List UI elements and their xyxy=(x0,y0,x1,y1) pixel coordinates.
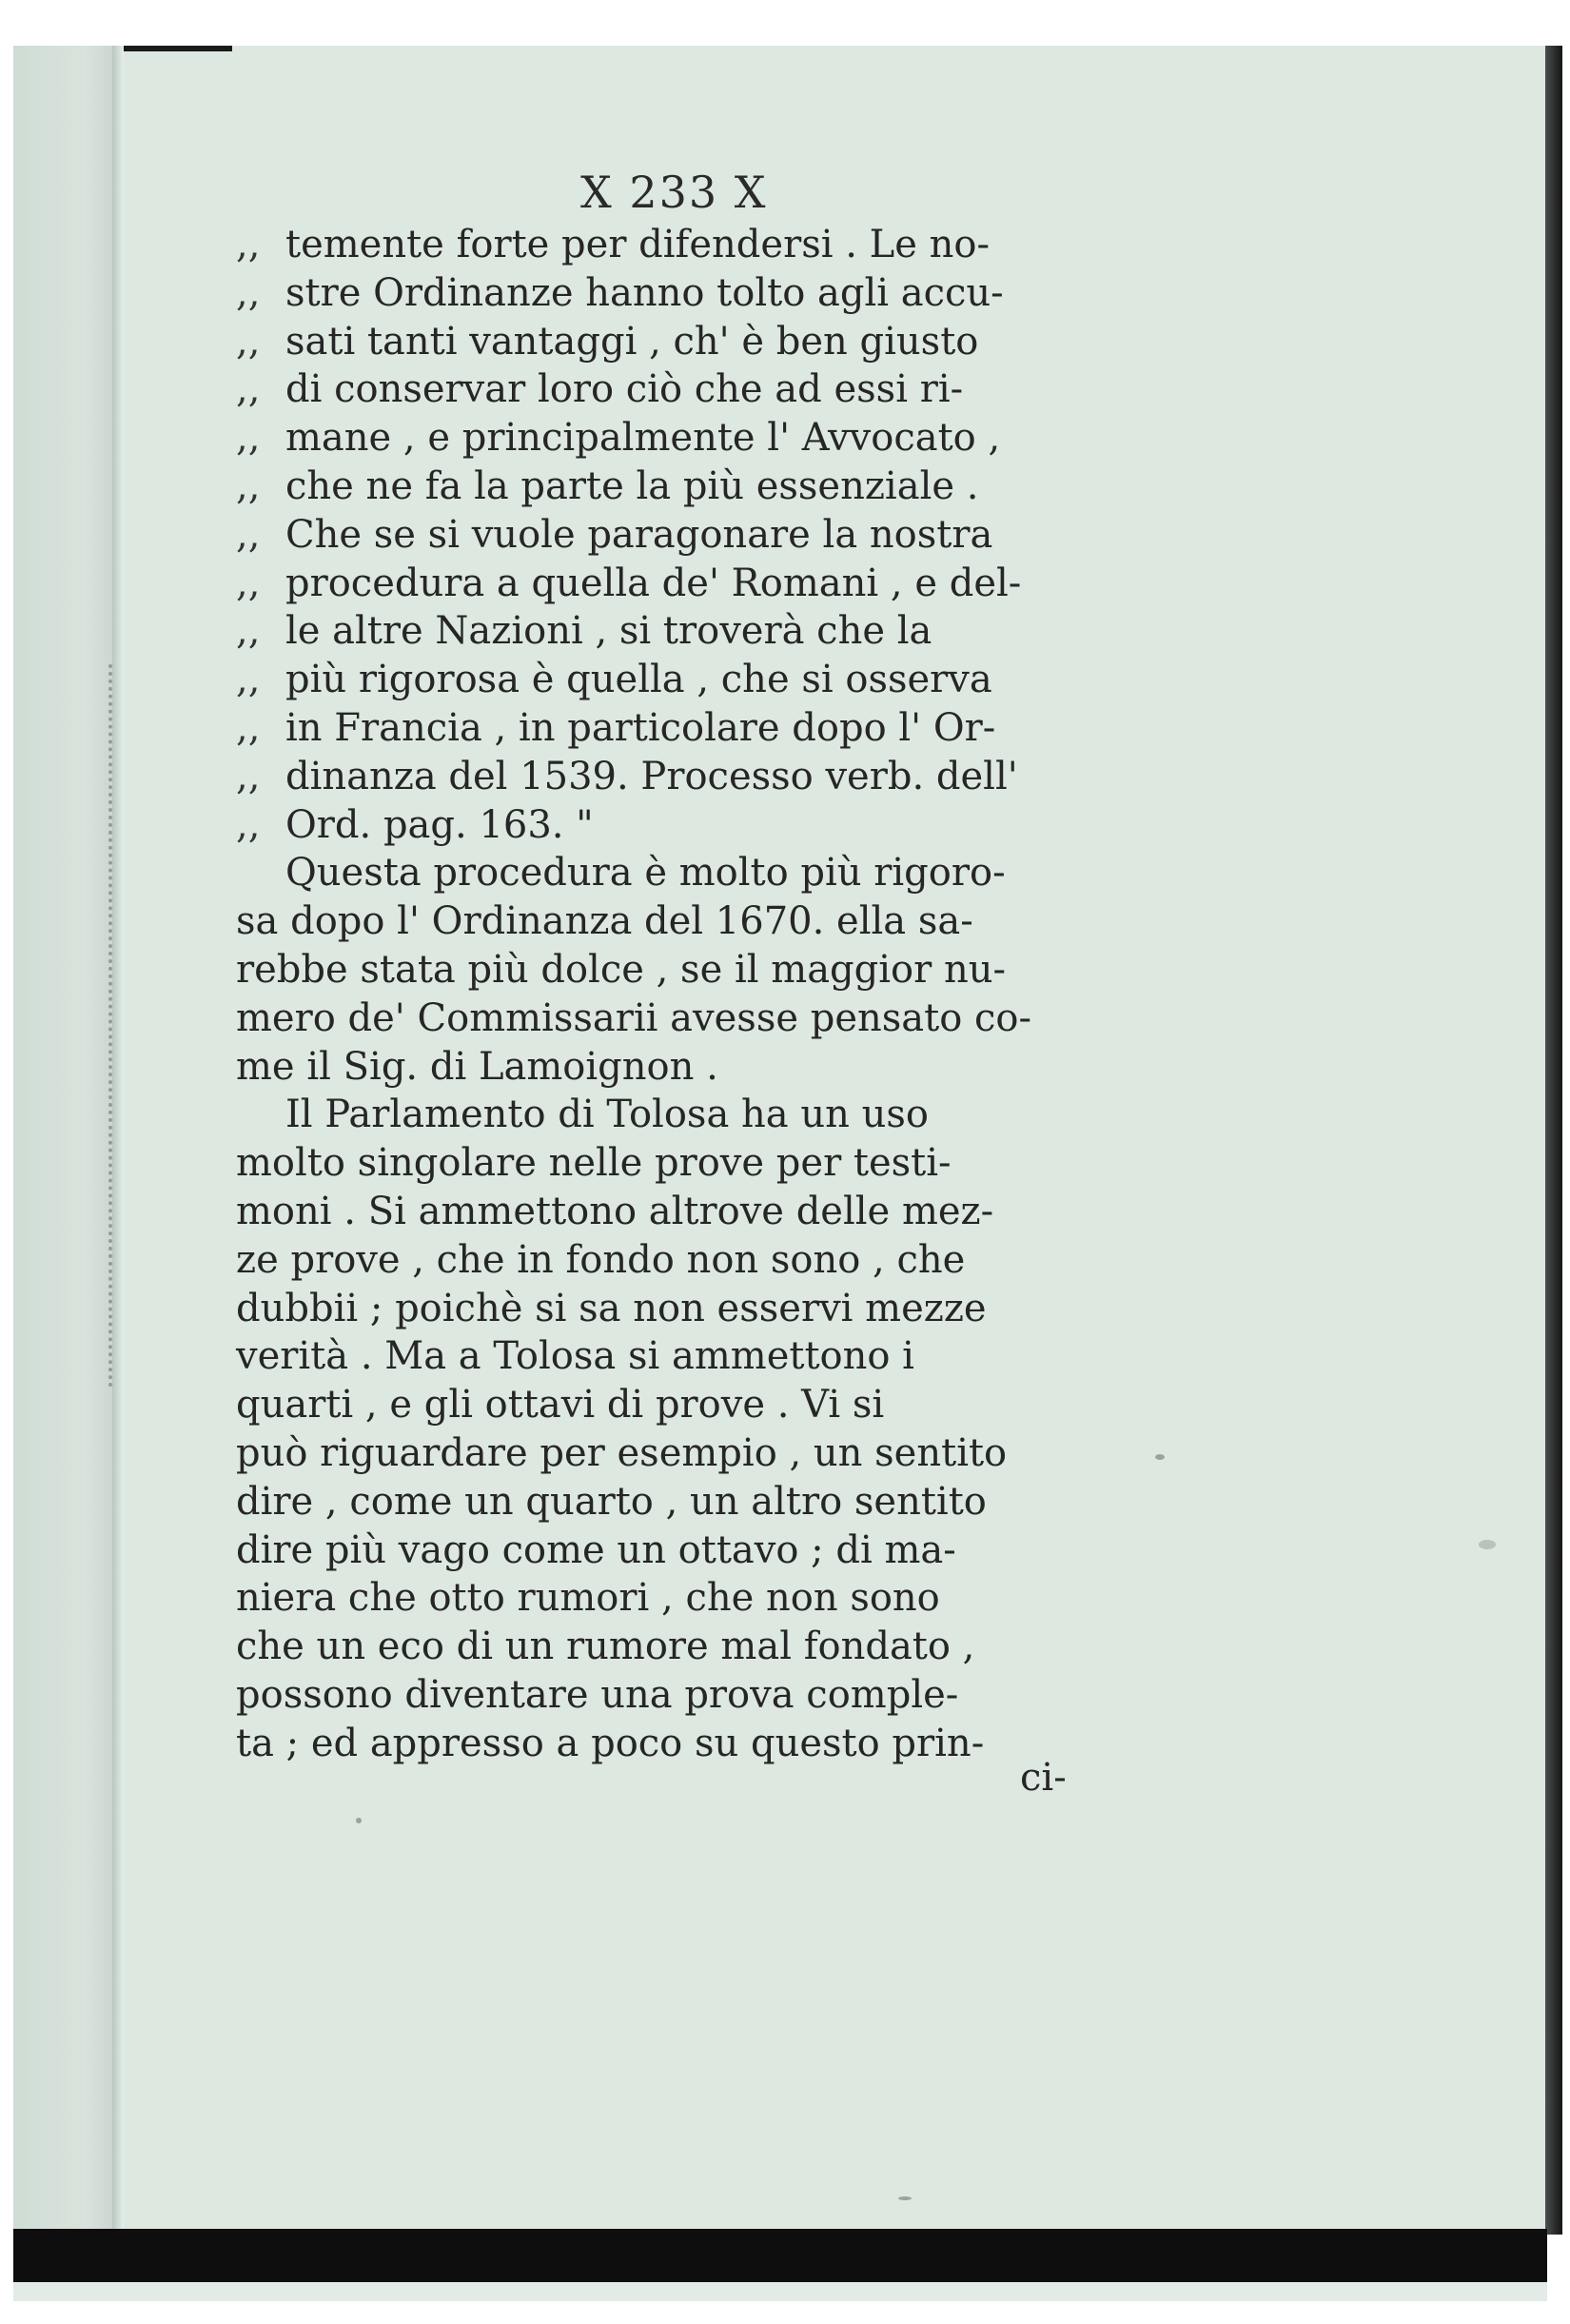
catchword: ci- xyxy=(1020,1756,1067,1800)
text-line: rebbe stata più dolce , se il maggior nu- xyxy=(236,947,1007,992)
text-line: Questa procedura è molto più rigoro- xyxy=(285,851,1006,896)
text-line: ,, in Francia , in particolare dopo l' Or- xyxy=(236,704,1187,753)
text-line: molto singolare nelle prove per testi- xyxy=(236,1141,952,1186)
quote-mark: ,, xyxy=(236,463,261,508)
text-line: Il Parlamento di Tolosa ha un uso xyxy=(285,1093,929,1137)
text-line: mero de' Commissarii avesse pensato co- xyxy=(236,995,1032,1040)
quote-mark: ,, xyxy=(236,609,261,654)
page-body xyxy=(236,221,1187,1768)
text-line: ,, Ord. pag. 163. " xyxy=(236,801,1187,850)
text-line: ,, dinanza del 1539. Processo verb. dell' xyxy=(236,753,1187,801)
quote-mark: ,, xyxy=(236,561,261,605)
paper-speck xyxy=(1479,1540,1496,1549)
text-line: ,, di conservar loro ciò che ad essi ri- xyxy=(236,365,1187,414)
text-line: ,, che ne fa la parte la più essenziale . xyxy=(236,463,1187,511)
text-line: ,, le altre Nazioni , si troverà che la xyxy=(236,607,1187,656)
text-line: sa dopo l' Ordinanza del 1670. ella sa- xyxy=(236,899,973,944)
text-line: verità . Ma a Tolosa si ammettono i xyxy=(236,1334,914,1379)
text-line: ,, stre Ordinanze hanno tolto agli accu- xyxy=(236,269,1187,318)
quoted-passage xyxy=(236,221,1187,849)
text-line: ,, sati tanti vantaggi , ch' è ben giusto xyxy=(236,318,1187,366)
text-line: moni . Si ammettono altrove delle mez- xyxy=(236,1189,994,1233)
text-line: ,, mane , e principalmente l' Avvocato , xyxy=(236,414,1187,463)
page-bottom-shadow xyxy=(13,2229,1547,2282)
paragraph-lamoignon xyxy=(236,849,1187,1091)
page-right-shadow xyxy=(1545,46,1562,2235)
quote-mark: ,, xyxy=(236,802,261,847)
text-line: dire più vago come un ottavo ; di ma- xyxy=(236,1527,956,1572)
text-line: ,, più rigorosa è quella , che si osserva xyxy=(236,656,1187,704)
facing-page-strip xyxy=(13,46,116,2290)
quote-mark: ,, xyxy=(236,705,261,750)
page-bottom-edge xyxy=(13,2282,1547,2301)
text-line: quarti , e gli ottavi di prove . Vi si xyxy=(236,1383,885,1428)
text-line: ,, temente forte per difendersi . Le no- xyxy=(236,221,1187,269)
page-number-header: X 233 X xyxy=(580,167,768,218)
text-line: che un eco di un rumore mal fondato , xyxy=(236,1625,975,1669)
quote-mark: ,, xyxy=(236,319,261,364)
quote-mark: ,, xyxy=(236,270,261,315)
quote-mark: ,, xyxy=(236,367,261,412)
paragraph-tolosa xyxy=(236,1091,1187,1767)
quote-mark: ,, xyxy=(236,223,261,266)
text-line: ,, Che se si vuole paragonare la nostra xyxy=(236,511,1187,560)
text-line: può riguardare per esempio , un sentito xyxy=(236,1430,1008,1475)
text-line: ze prove , che in fondo non sono , che xyxy=(236,1237,966,1282)
text-line: me il Sig. di Lamoignon . xyxy=(236,1044,718,1089)
text-line: dubbii ; poichè si sa non esservi mezze xyxy=(236,1286,987,1330)
paper-speck xyxy=(356,1818,362,1823)
quote-mark: ,, xyxy=(236,512,261,557)
quote-mark: ,, xyxy=(236,658,261,702)
text-line: ,, procedura a quella de' Romani , e del- xyxy=(236,560,1187,608)
text-line: dire , come un quarto , un altro sentito xyxy=(236,1479,987,1524)
text-line: ta ; ed appresso a poco su questo prin- xyxy=(236,1721,985,1765)
binding-thread xyxy=(108,664,133,1388)
quote-mark: ,, xyxy=(236,416,261,461)
paper-speck xyxy=(898,2196,912,2200)
text-line: niera che otto rumori , che non sono xyxy=(236,1576,940,1621)
quote-mark: ,, xyxy=(236,754,261,798)
text-line: possono diventare una prova comple- xyxy=(236,1672,959,1717)
